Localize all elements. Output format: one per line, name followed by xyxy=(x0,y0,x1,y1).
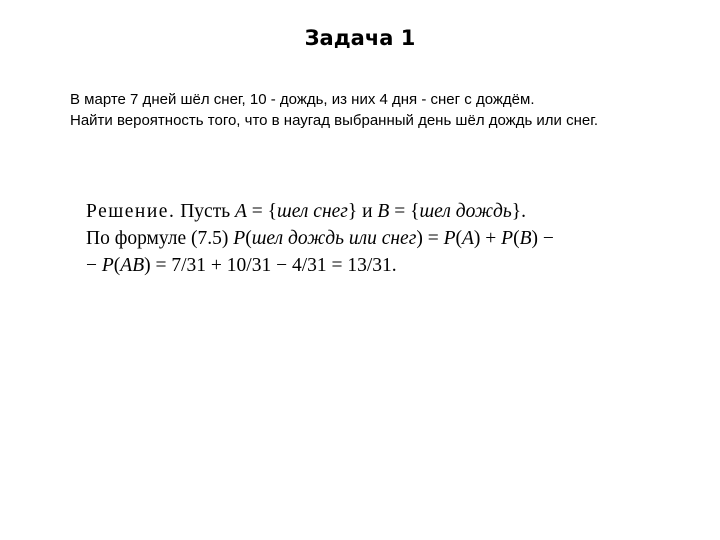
solution-text: ) − xyxy=(531,228,554,249)
event-symbol-b: B xyxy=(377,201,390,222)
solution-text: ( xyxy=(455,228,462,249)
solution-text: Пусть xyxy=(175,201,235,222)
probability-symbol: P xyxy=(443,228,456,249)
solution-line-1 xyxy=(86,198,676,225)
solution-text: } и xyxy=(347,201,378,222)
solution-line-2 xyxy=(86,225,676,252)
solution-heading: Решение. xyxy=(86,201,176,222)
solution-text: ) = xyxy=(416,228,444,249)
solution-text: = { xyxy=(246,201,278,222)
problem-line-1: В марте 7 дней шёл снег, 10 - дождь, из них 4 дня - снег с дождём. xyxy=(70,91,535,108)
solution-text: − xyxy=(86,255,102,276)
solution-block xyxy=(86,198,676,279)
union-event-description: шел дождь или снег xyxy=(251,228,417,249)
solution-text: ( xyxy=(513,228,520,249)
solution-text: По формуле (7.5) xyxy=(86,228,234,249)
probability-symbol: P xyxy=(233,228,246,249)
solution-result: ) = 7/31 + 10/31 − 4/31 = 13/31. xyxy=(144,255,397,276)
problem-line-2: Найти вероятность того, что в наугад выбранный день шёл дождь или снег. xyxy=(70,112,599,129)
event-a-description: шел снег xyxy=(277,201,348,222)
event-symbol-b: B xyxy=(519,228,532,249)
solution-text: = { xyxy=(389,201,420,222)
solution-text: ( xyxy=(245,228,252,249)
solution-text: ( xyxy=(113,255,121,276)
event-symbol-a: A xyxy=(462,228,474,249)
slide-title: Задача 1 xyxy=(304,26,416,50)
event-symbol-a: A xyxy=(234,201,247,222)
event-b-description: шел дождь xyxy=(419,201,512,222)
solution-text: ) + xyxy=(473,228,502,249)
intersection-event-symbol: AB xyxy=(120,255,145,276)
solution-text: }. xyxy=(511,201,526,222)
solution-line-3 xyxy=(86,252,676,279)
probability-symbol: P xyxy=(101,255,114,276)
probability-symbol: P xyxy=(501,228,514,249)
problem-statement xyxy=(70,89,690,131)
